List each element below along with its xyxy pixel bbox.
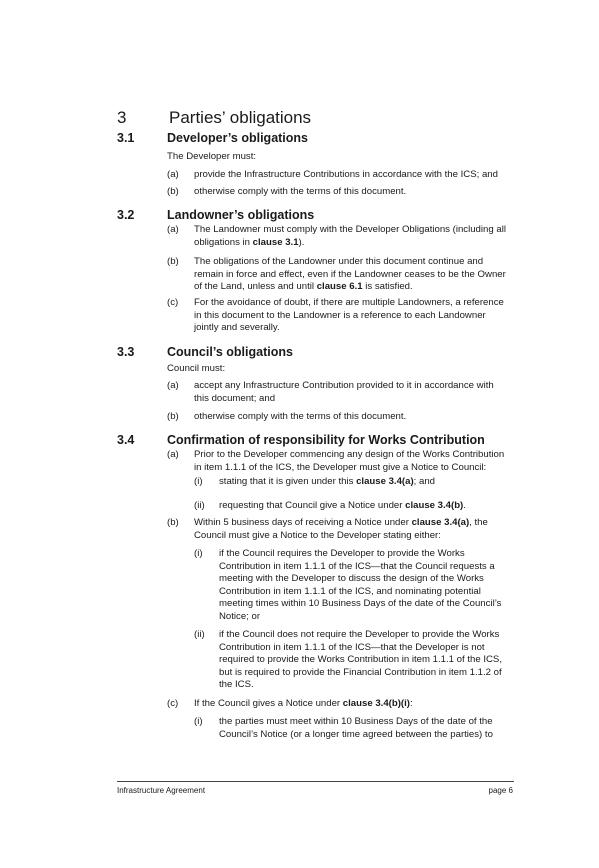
clause-reference: clause 3.4(b)(i) (342, 698, 410, 709)
clause-text: The obligations of the Landowner under this document continue and remain in force and effect, even if the Landowner ceases to be the Owner of the Land, unless and until clause 6.1 is satisfied. (194, 256, 506, 293)
section-title: Developer’s obligations (167, 131, 309, 145)
sub-clause (194, 716, 507, 741)
clause-item (167, 297, 507, 335)
clause-item (167, 186, 507, 199)
footer-document-title: Infrastructure Agreement (117, 786, 206, 795)
clause-reference: clause 3.1 (252, 236, 299, 248)
section-title: Council’s obligations (167, 345, 293, 359)
clause-reference: clause 3.4(a) (356, 476, 414, 487)
sub-clause (194, 548, 507, 624)
clause-label: (b) (167, 186, 179, 197)
clause-label: (ii) (194, 629, 205, 640)
section-number: 3.1 (117, 131, 135, 145)
clause-label: (i) (194, 716, 203, 727)
clause-item (167, 256, 507, 294)
clause-text: if the Council requires the Developer to provide the Works Contribution in item 1.1.1 of the ICS—that the Council requests a meeting with the Developer to discuss the design of the Works Contribution in item 1.1.1 of the ICS, and nominating potential meeting times within 10 Business Days of the date of the Council’s Notice; or (219, 548, 502, 622)
clause-text: For the avoidance of doubt, if there are multiple Landowners, a reference in this document to the Landowner is a reference to each Landowner jointly and severally. (194, 297, 504, 334)
clause-reference: clause 3.4(b) (405, 500, 464, 511)
clause-label: (a) (167, 449, 179, 460)
clause-text: Within 5 business days of receiving a Notice under clause 3.4(a), the Council must give a Notice to the Developer stating either: (194, 517, 488, 541)
sub-clause (194, 629, 507, 692)
clause-label: (b) (167, 411, 179, 422)
section-number: 3.4 (117, 433, 135, 447)
chapter-title: Parties’ obligations (169, 108, 312, 127)
clause-label: (a) (167, 224, 179, 235)
section-intro: The Developer must: (167, 151, 257, 162)
clause-reference: clause 3.4(a) (411, 517, 470, 528)
clause-reference: clause 6.1 (316, 281, 363, 293)
section-intro: Council must: (167, 363, 226, 374)
clause-item (167, 411, 507, 424)
clause-label: (i) (194, 476, 203, 487)
clause-label: (c) (167, 698, 179, 709)
clause-text: The Landowner must comply with the Developer Obligations (including all obligations in clause 3.1). (194, 224, 506, 248)
section-number: 3.2 (117, 208, 135, 222)
clause-item (167, 698, 507, 711)
clause-text: stating that it is given under this clause 3.4(a); and (219, 476, 436, 487)
section-title: Confirmation of responsibility for Works Contribution (167, 433, 485, 447)
sub-clause (194, 476, 507, 489)
section-number: 3.3 (117, 345, 135, 359)
clause-item (167, 224, 507, 249)
clause-label: (a) (167, 380, 179, 391)
clause-label: (b) (167, 256, 179, 267)
clause-label: (c) (167, 297, 179, 308)
footer-page-number: page 6 (488, 786, 513, 795)
footer-divider (117, 781, 514, 782)
clause-text: otherwise comply with the terms of this document. (194, 186, 407, 197)
chapter-number: 3 (117, 108, 127, 127)
clause-item (167, 517, 507, 542)
clause-item (167, 169, 507, 182)
clause-text: requesting that Council give a Notice under clause 3.4(b). (219, 500, 466, 511)
clause-text: accept any Infrastructure Contribution provided to it in accordance with this document; and (194, 380, 494, 404)
clause-text: If the Council gives a Notice under clause 3.4(b)(i): (194, 698, 413, 709)
clause-text: the parties must meet within 10 Business Days of the date of the Council’s Notice (or a longer time agreed between the parties) to (219, 716, 493, 740)
clause-text: if the Council does not require the Developer to provide the Works Contribution in item 1.1.1 of the ICS—that the Developer is not required to provide the Works Contribution in item 1.1.1 of the ICS, but is required to provide the Financial Contribution in item 1.1.2 of the ICS. (219, 629, 502, 691)
clause-text: Prior to the Developer commencing any design of the Works Contribution in item 1.1.1 of the ICS, the Developer must give a Notice to Council: (194, 449, 505, 473)
clause-text: provide the Infrastructure Contributions in accordance with the ICS; and (194, 169, 498, 180)
clause-label: (i) (194, 548, 203, 559)
sub-clause (194, 500, 507, 513)
clause-item (167, 380, 507, 405)
section-title: Landowner’s obligations (167, 208, 315, 222)
clause-item (167, 449, 507, 474)
clause-text: otherwise comply with the terms of this document. (194, 411, 407, 422)
clause-label: (b) (167, 517, 179, 528)
clause-label: (ii) (194, 500, 205, 511)
clause-label: (a) (167, 169, 179, 180)
